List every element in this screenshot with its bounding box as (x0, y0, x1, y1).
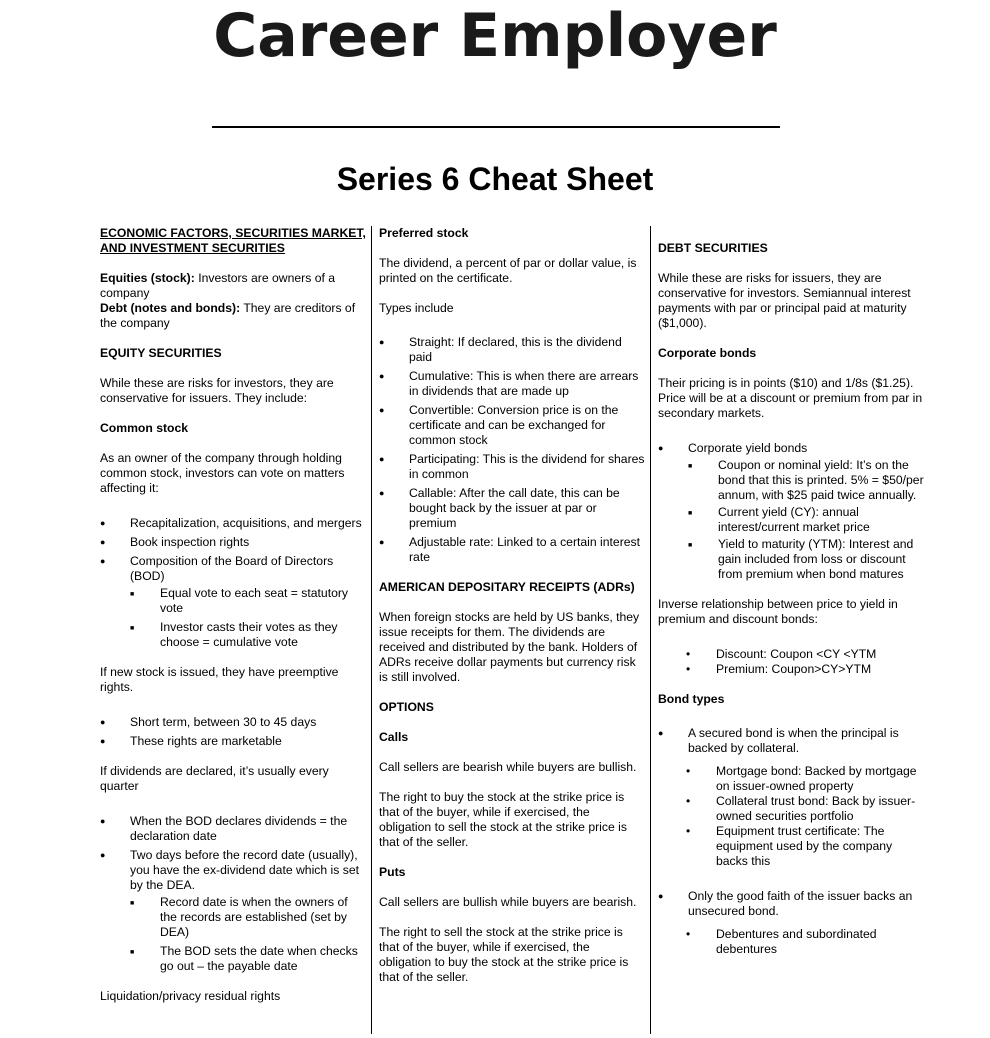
list-item (100, 848, 366, 974)
common-stock-text: As an owner of the company through holding common stock, investors can vote on matters affecting it: (100, 451, 345, 495)
list-item: • Discount: Coupon <CY <YTM (658, 647, 926, 662)
list-item: • Debentures and subordinated debentures (658, 927, 926, 957)
section-heading-options: OPTIONS (379, 700, 434, 714)
dividend-dates-sublist (130, 895, 366, 974)
subheading-puts: Puts (379, 865, 406, 879)
inverse-list (658, 647, 926, 677)
calls-text-2: The right to buy the stock at the strike price is that of the buyer, while if exercised, the obligation to sell the stock at the strike price is that of the seller. (379, 790, 627, 849)
column-2 (379, 226, 645, 1000)
section-heading-debt-securities: DEBT SECURITIES (658, 241, 768, 255)
liquidation-text: Liquidation/privacy residual rights (100, 989, 281, 1003)
dividend-dates-list (100, 814, 366, 974)
column-divider-2 (650, 226, 651, 1034)
debt-text: They are creditors of the company (100, 301, 356, 330)
list-item-text: Corporate yield bonds (688, 441, 808, 455)
subheading-common-stock: Common stock (100, 421, 189, 435)
debt-term: Debt (notes and bonds): (100, 301, 241, 315)
list-item: ● Recapitalization, acquisitions, and mergers (100, 516, 366, 531)
page-title: Series 6 Cheat Sheet (336, 161, 654, 197)
list-item (658, 441, 926, 582)
list-item: ■ Record date is when the owners of the records are established (set by DEA) (130, 895, 366, 940)
list-item: • Premium: Coupon>CY>YTM (658, 662, 926, 677)
puts-text-2: The right to sell the stock at the strike price is that of the buyer, while if exercised, the obligation to buy the stock at the strike price is that of the seller. (379, 925, 629, 984)
column-3 (658, 241, 926, 972)
secured-bond-list (658, 726, 926, 756)
bod-vote-sublist (130, 586, 366, 650)
list-item: ■ Investor casts their votes as they choose = cumulative vote (130, 620, 366, 650)
list-item: ● Participating: This is the dividend for shares in common (379, 452, 645, 482)
dividends-text: If dividends are declared, it’s usually every quarter (100, 764, 329, 793)
calls-text-1: Call sellers are bearish while buyers are bullish. (379, 760, 637, 774)
list-item: ● Only the good faith of the issuer backs an unsecured bond. (658, 889, 926, 919)
list-item: • Mortgage bond: Backed by mortgage on issuer-owned property (658, 764, 926, 794)
list-item: • Collateral trust bond: Back by issuer-owned securities portfolio (658, 794, 926, 824)
unsecured-sublist (658, 927, 926, 957)
adr-text: When foreign stocks are held by US banks, they issue receipts for them. The dividends are received and distributed by the bank. Holders of ADRs receive dollar payments but currency risk is still involved. (379, 610, 640, 684)
list-item-text: Composition of the Board of Directors (BOD) (130, 554, 334, 583)
brand-logo: Career Employer (213, 1, 777, 71)
list-item: ● Adjustable rate: Linked to a certain interest rate (379, 535, 645, 565)
section-heading-equity-securities: EQUITY SECURITIES (100, 346, 222, 360)
subheading-bond-types: Bond types (658, 692, 725, 706)
unsecured-bond-list (658, 889, 926, 919)
list-item: ■ Equal vote to each seat = statutory vote (130, 586, 366, 616)
yield-sublist (688, 458, 926, 582)
list-item: ■ Coupon or nominal yield: It’s on the bond that this is printed. 5% = $50/per annum, with $25 paid twice annually. (688, 458, 926, 503)
list-item: • Equipment trust certificate: The equipment used by the company backs this (658, 824, 926, 869)
voting-rights-list (100, 516, 366, 650)
list-item: ● Callable: After the call date, this can be bought back by the issuer at par or premium (379, 486, 645, 531)
subheading-calls: Calls (379, 730, 409, 744)
preferred-text: The dividend, a percent of par or dollar value, is printed on the certificate. (379, 256, 637, 285)
equities-text: Investors are owners of a company (100, 271, 336, 300)
corporate-bonds-text: Their pricing is in points ($10) and 1/8s ($1.25). Price will be at a discount or premium from par in secondary markets. (658, 376, 923, 420)
secured-sublist (658, 764, 926, 869)
list-item: ● Short term, between 30 to 45 days (100, 715, 366, 730)
types-intro: Types include (379, 301, 454, 315)
list-item: ■ The BOD sets the date when checks go out – the payable date (130, 944, 366, 974)
list-item: ■ Yield to maturity (YTM): Interest and gain included from loss or discount from premium when bond matures (688, 537, 926, 582)
section-heading-economic-factors: ECONOMIC FACTORS, SECURITIES MARKET, AND INVESTMENT SECURITIES (100, 226, 366, 255)
debt-definition (100, 301, 366, 331)
list-item: ● Convertible: Conversion price is on the certificate and can be exchanged for common stock (379, 403, 645, 448)
list-item: ● Book inspection rights (100, 535, 366, 550)
rights-list (100, 715, 366, 749)
list-item: ● A secured bond is when the principal is backed by collateral. (658, 726, 926, 756)
preemptive-text: If new stock is issued, they have preemptive rights. (100, 665, 339, 694)
list-item-text: Two days before the record date (usually), you have the ex-dividend date which is set by the DEA. (130, 848, 359, 892)
section-heading-adr: AMERICAN DEPOSITARY RECEIPTS (ADRs) (379, 580, 635, 594)
column-divider-1 (371, 226, 372, 1034)
equities-term: Equities (stock): (100, 271, 195, 285)
preferred-types-list (379, 335, 645, 565)
equity-text: While these are risks for investors, they are conservative for issuers. They include: (100, 376, 334, 405)
list-item: ● Cumulative: This is when there are arrears in dividends that are made up (379, 369, 645, 399)
list-item (100, 554, 366, 650)
subheading-corporate-bonds: Corporate bonds (658, 346, 757, 360)
corporate-yield-list (658, 441, 926, 582)
list-item: ■ Current yield (CY): annual interest/current market price (688, 505, 926, 535)
header-divider (212, 126, 780, 128)
debt-securities-text: While these are risks for issuers, they are conservative for investors. Semiannual interest payments with par or principal paid at maturity ($1,000). (658, 271, 911, 330)
puts-text-1: Call sellers are bullish while buyers are bearish. (379, 895, 637, 909)
list-item: ● These rights are marketable (100, 734, 366, 749)
inverse-relationship-text: Inverse relationship between price to yield in premium and discount bonds: (658, 597, 898, 626)
subheading-preferred-stock: Preferred stock (379, 226, 469, 240)
equities-definition (100, 271, 366, 301)
list-item: ● Straight: If declared, this is the dividend paid (379, 335, 645, 365)
list-item: ● When the BOD declares dividends = the declaration date (100, 814, 366, 844)
column-1 (100, 226, 366, 1019)
